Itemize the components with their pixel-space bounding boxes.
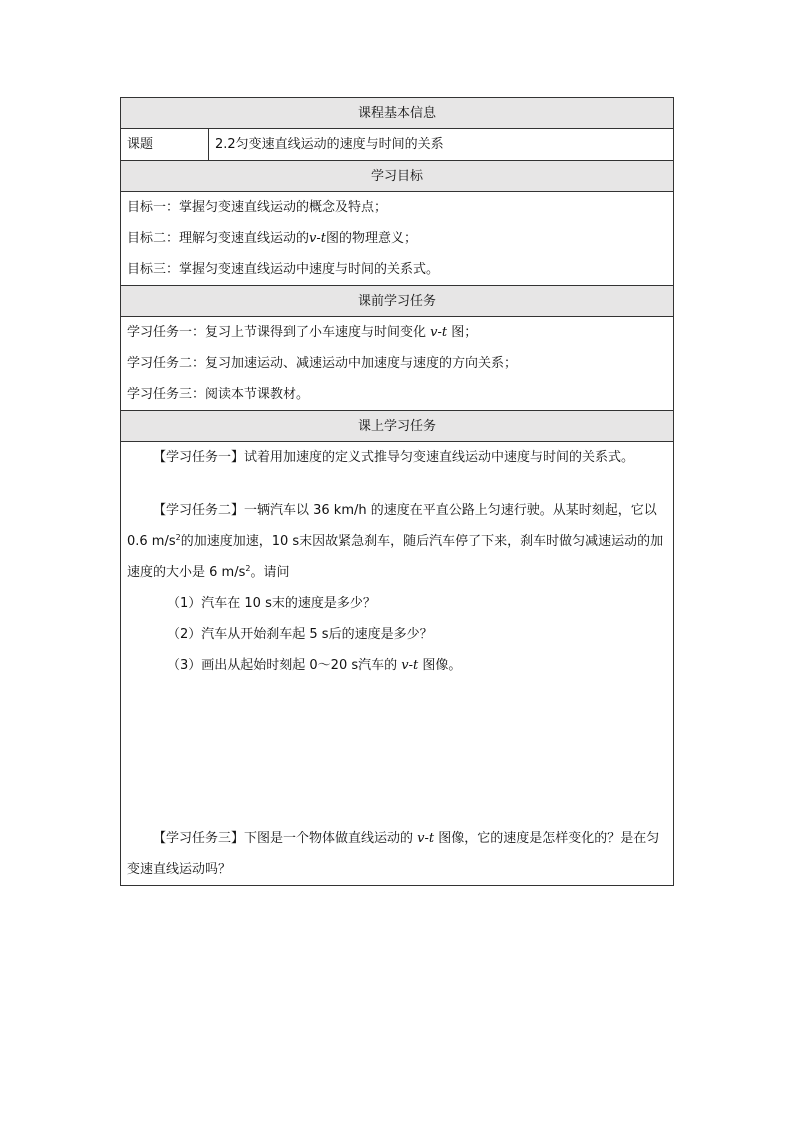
pre-task-2: 学习任务二：复习加速运动、减速运动中加速度与速度的方向关系； [127, 356, 518, 371]
task-3-text-a: 【学习任务三】下图是一个物体做直线运动的 [153, 831, 414, 846]
basic-info-header-text: 课程基本信息 [357, 106, 436, 121]
pre-task-1-text-a: 学习任务一：复习上节课得到了小车速度与时间变化 [127, 325, 427, 340]
goal-2-text-a: 目标二：理解匀变速直线运动的 [127, 231, 310, 246]
task-2-text-b: 的加速度加速，10 s末因故紧急刹车，随后汽车停了下来，刹车时做匀减速运动的加速度的大小是 6 m/s [127, 534, 664, 580]
in-class-tasks [121, 442, 673, 885]
superscript: 2 [175, 533, 181, 542]
question-3-text-a: （3）画出从起始时刻起 0～20 s汽车的 [167, 658, 398, 673]
vt-symbol: v-t [401, 658, 419, 673]
goal-2 [121, 223, 673, 254]
question-2: （2）汽车从开始刹车起 5 s后的速度是多少？ [167, 627, 433, 642]
task-2-text-c: 。请问 [250, 565, 290, 580]
task-3 [127, 823, 667, 885]
vt-symbol: v-t [309, 231, 326, 246]
goals-header-text: 学习目标 [370, 169, 423, 184]
question-3 [127, 650, 667, 681]
goal-1: 目标一：掌握匀变速直线运动的概念及特点； [127, 200, 388, 215]
pre-task-1 [121, 317, 673, 348]
basic-info-header [121, 98, 673, 129]
task-3-text-b: 图像，它的速度是怎样变化的？是在匀变速直线运动吗？ [127, 831, 660, 877]
question-1: （1）汽车在 10 s末的速度是多少？ [167, 596, 376, 611]
pre-class-header-text: 课前学习任务 [357, 294, 436, 309]
vt-symbol: v-t [430, 325, 448, 340]
goals-section [121, 192, 673, 286]
lesson-table [120, 97, 674, 886]
pre-class-tasks [121, 317, 673, 411]
subject-label: 课题 [121, 129, 209, 160]
goal-3: 目标三：掌握匀变速直线运动中速度与时间的关系式。 [127, 262, 440, 277]
in-class-header-text: 课上学习任务 [357, 419, 436, 434]
in-class-header [121, 411, 673, 442]
task-1: 【学习任务一】试着用加速度的定义式推导匀变速直线运动中速度与时间的关系式。 [153, 450, 635, 465]
pre-task-3: 学习任务三：阅读本节课教材。 [127, 387, 310, 402]
subject-row [121, 129, 673, 161]
task-2 [127, 495, 667, 588]
superscript: 2 [245, 564, 251, 573]
goal-2-text-b: 图的物理意义； [325, 231, 417, 246]
goals-header [121, 161, 673, 192]
question-3-text-b: 图像。 [422, 658, 462, 673]
vt-symbol: v-t [417, 831, 435, 846]
pre-class-header [121, 286, 673, 317]
pre-task-1-text-b: 图； [451, 325, 478, 340]
task-2-text-a: 【学习任务二】一辆汽车以 36 km/h 的速度在平直公路上匀速行驶。从某时刻起，它以0.6 m/s [127, 503, 657, 549]
subject-value: 2.2匀变速直线运动的速度与时间的关系 [215, 137, 444, 152]
